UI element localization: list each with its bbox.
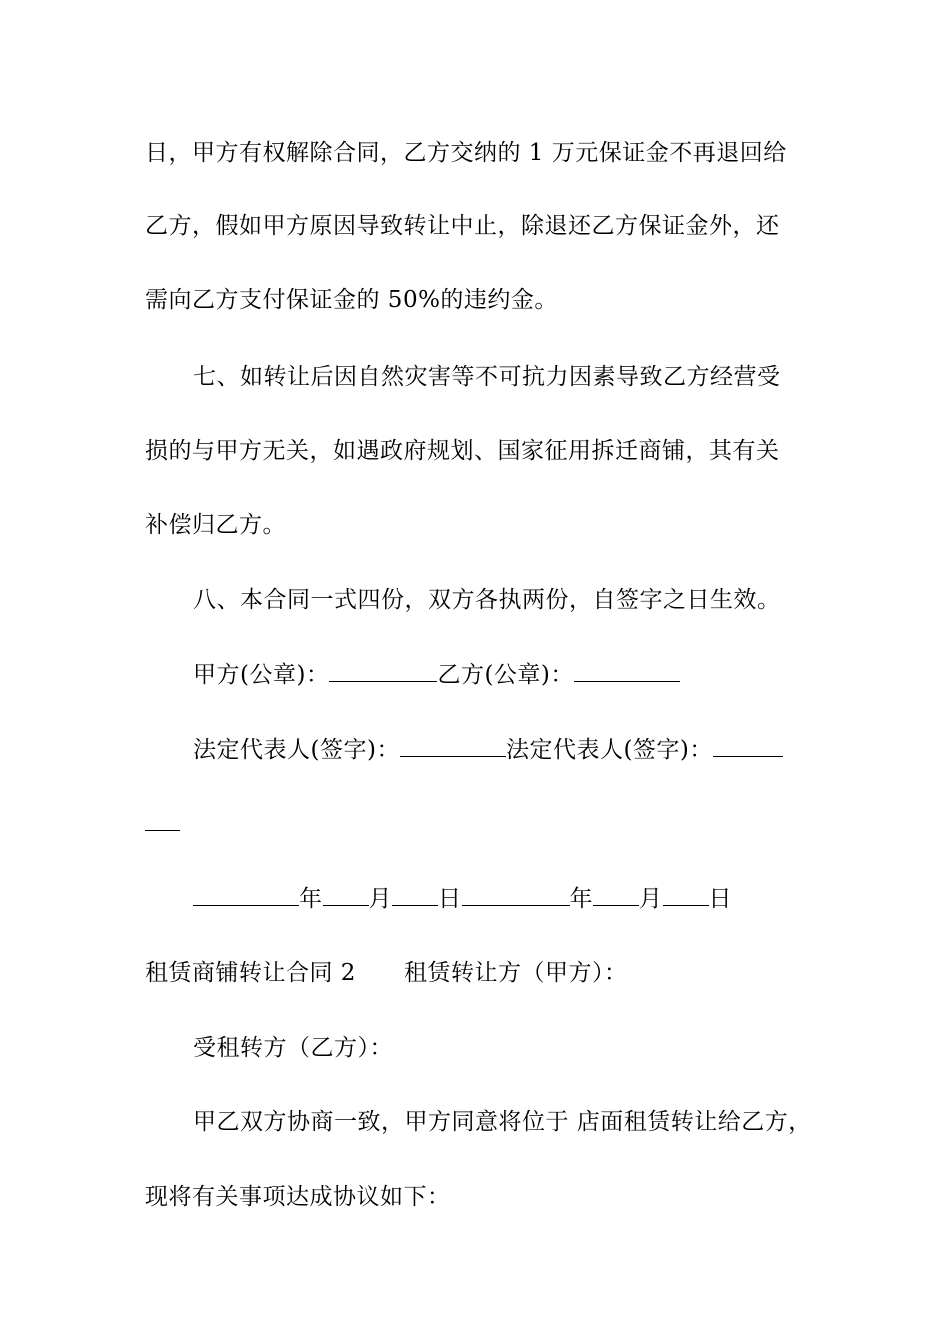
contract-two-heading-line <box>145 958 627 988</box>
party-a-seal-label: 甲方(公章)： <box>193 662 330 688</box>
year-label: 年 <box>569 886 593 912</box>
month-label: 月 <box>639 886 663 912</box>
clause-seven-line: 七、如转让后因自然灾害等不可抗力因素导致乙方经营受 <box>193 364 781 390</box>
representative-signature-line <box>193 734 783 765</box>
month-blank-b <box>593 883 639 906</box>
transferor-label: 租赁转让方（甲方）： <box>403 960 628 986</box>
transferee-label: 受租转方（乙方）： <box>193 1035 393 1061</box>
rep-a-blank <box>400 734 506 757</box>
paragraph-line: 损的与甲方无关，如遇政府规划、国家征用拆迁商铺，其有关 <box>145 438 780 464</box>
clause-eight-line: 八、本合同一式四份，双方各执两份，自签字之日生效。 <box>193 587 781 613</box>
contract-two-title: 租赁商铺转让合同 2 <box>145 960 356 986</box>
day-label: 日 <box>708 886 732 912</box>
rep-a-label: 法定代表人(签字)： <box>193 737 400 763</box>
intro-line: 现将有关事项达成协议如下： <box>145 1184 451 1210</box>
rep-b-blank <box>713 734 783 757</box>
day-blank-b <box>663 883 709 906</box>
year-label: 年 <box>299 886 323 912</box>
party-b-seal-blank <box>574 659 680 682</box>
month-blank-a <box>323 883 369 906</box>
paragraph-line: 日，甲方有权解除合同，乙方交纳的 1 万元保证金不再退回给 <box>145 140 787 166</box>
party-a-seal-blank <box>329 659 437 682</box>
paragraph-line: 乙方，假如甲方原因导致转让中止，除退还乙方保证金外，还 <box>145 213 780 239</box>
paragraph-line: 需向乙方支付保证金的 50%的违约金。 <box>145 287 558 313</box>
year-blank-a <box>193 883 299 906</box>
rep-b-blank-continued <box>145 808 180 839</box>
intro-line: 甲乙双方协商一致，甲方同意将位于 店面租赁转让给乙方， <box>193 1109 812 1135</box>
day-blank-a <box>392 883 438 906</box>
month-label: 月 <box>368 886 392 912</box>
year-blank-b <box>462 883 570 906</box>
seal-signature-line <box>193 659 680 690</box>
day-label: 日 <box>438 886 462 912</box>
party-b-seal-label: 乙方(公章)： <box>437 662 574 688</box>
paragraph-line: 补偿归乙方。 <box>145 512 286 538</box>
date-line <box>193 883 732 914</box>
rep-b-blank-tail <box>145 808 180 831</box>
rep-b-label: 法定代表人(签字)： <box>505 737 713 763</box>
